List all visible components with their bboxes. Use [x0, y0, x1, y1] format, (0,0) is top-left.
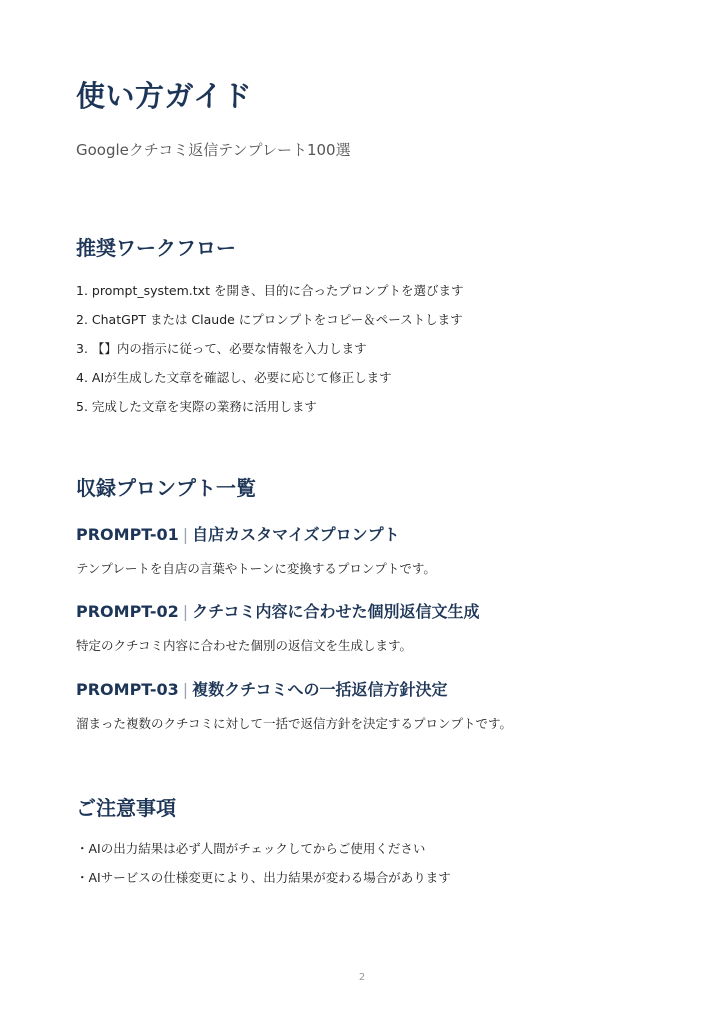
page-subtitle: Googleクチコミ返信テンプレート100選 — [76, 141, 351, 159]
prompt-separator: | — [182, 525, 189, 544]
notes-heading: ご注意事項 — [76, 796, 176, 820]
prompt-item-01 — [76, 522, 676, 577]
notes-list — [76, 834, 451, 892]
prompt-id: PROMPT-02 — [76, 602, 179, 621]
prompt-title — [76, 522, 676, 545]
prompt-id: PROMPT-01 — [76, 525, 179, 544]
note-item: ・AIサービスの仕様変更により、出力結果が変わる場合があります — [76, 870, 451, 885]
workflow-step: 4. AIが生成した文章を確認し、必要に応じて修正します — [76, 370, 392, 385]
prompt-description: 溜まった複数のクチコミに対して一括で返信方針を決定するプロンプトです。 — [76, 716, 513, 731]
prompts-heading: 収録プロンプト一覧 — [76, 476, 256, 500]
note-item: ・AIの出力結果は必ず人間がチェックしてからご使用ください — [76, 841, 426, 856]
workflow-step: 3. 【】内の指示に従って、必要な情報を入力します — [76, 341, 367, 356]
workflow-step: 2. ChatGPT または Claude にプロンプトをコピー＆ペーストします — [76, 312, 463, 327]
workflow-step: 5. 完成した文章を実際の業務に活用します — [76, 399, 317, 414]
page-number: 2 — [358, 972, 366, 983]
prompt-name: 複数クチコミへの一括返信方針決定 — [192, 680, 448, 699]
workflow-heading: 推奨ワークフロー — [76, 236, 236, 260]
prompt-separator: | — [182, 602, 189, 621]
prompt-name: クチコミ内容に合わせた個別返信文生成 — [192, 602, 480, 621]
prompt-separator: | — [182, 680, 189, 699]
prompt-title — [76, 677, 676, 700]
workflow-steps — [76, 276, 463, 421]
page-title: 使い方ガイド — [76, 79, 253, 113]
workflow-step: 1. prompt_system.txt を開き、目的に合ったプロンプトを選びます — [76, 283, 464, 298]
prompt-id: PROMPT-03 — [76, 680, 179, 699]
prompt-description: テンプレートを自店の言葉やトーンに変換するプロンプトです。 — [76, 561, 436, 576]
prompt-name: 自店カスタマイズプロンプト — [192, 525, 400, 544]
prompt-description: 特定のクチコミ内容に合わせた個別の返信文を生成します。 — [76, 638, 413, 653]
prompt-item-02 — [76, 599, 676, 654]
prompt-title — [76, 599, 676, 622]
prompt-item-03 — [76, 677, 676, 732]
